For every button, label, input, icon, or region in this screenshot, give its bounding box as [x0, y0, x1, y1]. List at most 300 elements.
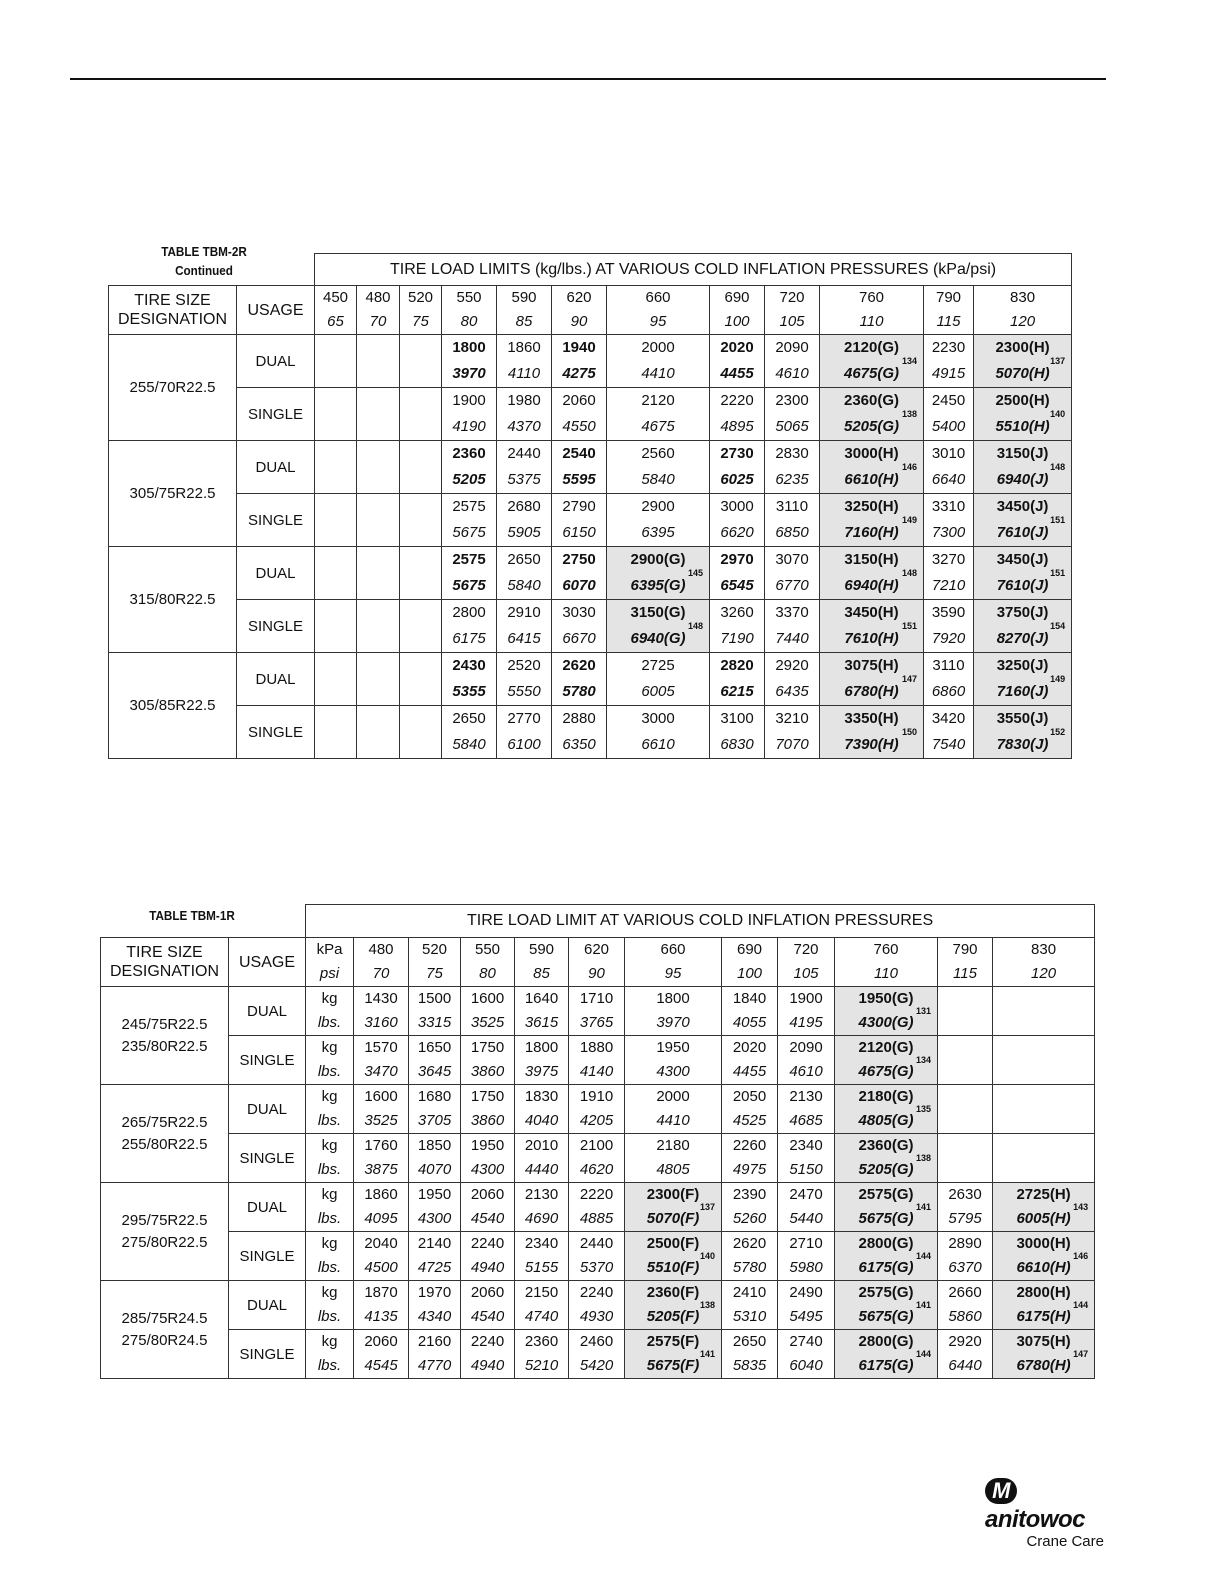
- lbs-value: 5400: [931, 418, 966, 435]
- load-cell: [400, 706, 442, 759]
- lbs-value: 5260: [732, 1210, 767, 1227]
- kpa-value: 480: [368, 941, 394, 958]
- load-cell-content: [722, 1232, 777, 1280]
- kg-value: 2390: [732, 1186, 767, 1203]
- load-cell-content: [409, 1281, 460, 1329]
- load-cell: [357, 600, 400, 653]
- load-cell-content: [515, 987, 568, 1035]
- pressure-header-480: [354, 938, 409, 987]
- lbs-label: lbs.: [317, 1308, 342, 1325]
- tire-size-cell: 315/80R22.5: [109, 547, 237, 653]
- kg-value: [400, 388, 441, 414]
- kg-value: 1500: [417, 990, 452, 1007]
- lbs-value: 3160: [364, 1014, 398, 1031]
- load-cell-content: [820, 441, 923, 493]
- load-cell-content: [461, 1183, 514, 1231]
- load-cell: [993, 1134, 1095, 1183]
- lbs-value: 3860: [470, 1112, 505, 1129]
- load-cell-content: [569, 1036, 624, 1084]
- kg-value: [400, 706, 441, 732]
- kg-value: 2010: [524, 1137, 559, 1154]
- load-cell: [461, 1134, 515, 1183]
- load-cell: [835, 1330, 938, 1379]
- load-cell-content: [820, 335, 923, 387]
- load-cell: [835, 1281, 938, 1330]
- psi-value: 90: [588, 965, 605, 982]
- load-cell: [722, 1183, 778, 1232]
- load-cell: [461, 987, 515, 1036]
- load-index: 149: [901, 515, 917, 525]
- load-cell: [400, 388, 442, 441]
- load-cell: [722, 1330, 778, 1379]
- load-cell: [569, 987, 625, 1036]
- lbs-value: 8270(J): [996, 630, 1049, 647]
- lbs-value: [357, 361, 399, 387]
- kg-value: [357, 335, 399, 361]
- load-cell: [625, 987, 722, 1036]
- kg-value: 3150(J): [996, 445, 1049, 462]
- kg-value: 2000: [656, 1088, 690, 1105]
- load-cell-content: [710, 494, 764, 546]
- kg-value: 3420: [931, 710, 966, 727]
- load-cell: [409, 1330, 461, 1379]
- lbs-value: [400, 467, 441, 493]
- lbs-value: 3970: [656, 1014, 690, 1031]
- load-cell: [710, 653, 765, 706]
- load-cell-content: [315, 441, 356, 493]
- load-cell: [442, 441, 497, 494]
- lbs-value: 3975: [524, 1063, 559, 1080]
- lbs-value: 7160(H): [844, 524, 899, 541]
- load-cell-content: [607, 600, 709, 652]
- kg-value: 2740: [789, 1333, 823, 1350]
- header-rule: [70, 78, 1106, 80]
- pressure-header-450: [315, 286, 357, 335]
- table-tbm-2r: [108, 253, 1072, 759]
- tire-size-cell: 305/75R22.5: [109, 441, 237, 547]
- load-cell-content: [924, 388, 973, 440]
- load-cell: [974, 388, 1072, 441]
- kg-value: [357, 441, 399, 467]
- table-row: [109, 441, 1072, 494]
- load-cell: [442, 653, 497, 706]
- lbs-value: [357, 467, 399, 493]
- load-cell-content: [835, 1134, 937, 1182]
- lbs-value: 4550: [562, 418, 596, 435]
- load-cell-content: [938, 1330, 992, 1378]
- lbs-value: 6175(G): [858, 1259, 914, 1276]
- lbs-value: 5440: [789, 1210, 823, 1227]
- load-cell-content: [722, 1183, 777, 1231]
- lbs-value: 5840: [507, 577, 541, 594]
- tire-size-cell: [101, 1281, 229, 1379]
- table-tbm-1r: [100, 904, 1095, 1379]
- lbs-value: 7830(J): [996, 736, 1049, 753]
- load-cell-content: [625, 1183, 721, 1231]
- lbs-label: lbs.: [317, 1112, 342, 1129]
- lbs-value: 6620: [720, 524, 754, 541]
- kpa-label: kPa: [316, 941, 343, 958]
- load-cell: [354, 987, 409, 1036]
- lbs-value: 5510(H): [995, 418, 1050, 435]
- kg-value: 2240: [579, 1284, 614, 1301]
- load-cell: [409, 1036, 461, 1085]
- kg-value: 2575: [452, 551, 486, 568]
- load-cell-content: [400, 706, 441, 758]
- load-cell: [409, 1281, 461, 1330]
- lbs-value: 5510(F): [646, 1259, 700, 1276]
- load-cell-content: [778, 1085, 834, 1133]
- load-cell: [820, 388, 924, 441]
- load-cell-content: [974, 547, 1071, 599]
- kg-value: 3370: [775, 604, 809, 621]
- load-cell: [835, 1232, 938, 1281]
- lbs-value: 4095: [364, 1210, 398, 1227]
- load-cell: [569, 1036, 625, 1085]
- load-cell-content: [569, 987, 624, 1035]
- load-cell-content: [924, 600, 973, 652]
- load-cell: [938, 1281, 993, 1330]
- load-cell-content: [515, 1085, 568, 1133]
- lbs-value: 5065: [775, 418, 809, 435]
- lbs-value: 7540: [931, 736, 966, 753]
- lbs-value: [993, 1011, 1094, 1035]
- kg-value: [938, 1036, 992, 1060]
- load-cell-content: [552, 653, 606, 705]
- kg-value: 1840: [732, 990, 767, 1007]
- load-cell-content: [938, 1134, 992, 1182]
- kpa-value: 720: [793, 941, 819, 958]
- tire-size-cell: [101, 1183, 229, 1281]
- load-cell: [974, 600, 1072, 653]
- kg-value: 2660: [948, 1284, 982, 1301]
- kg-value: 2020: [720, 339, 754, 356]
- lbs-value: 4110: [507, 365, 541, 382]
- lbs-value: 4620: [579, 1161, 614, 1178]
- load-cell: [515, 987, 569, 1036]
- lbs-value: 5155: [524, 1259, 559, 1276]
- load-cell: [569, 1330, 625, 1379]
- table-row: [101, 1036, 1095, 1085]
- logo-brand-text: anitowoc: [985, 1506, 1086, 1533]
- load-index: 147: [1073, 1349, 1089, 1359]
- load-cell-content: [497, 494, 551, 546]
- load-cell: [552, 388, 607, 441]
- tire-size-header: TIRE SIZE DESIGNATION: [109, 286, 237, 335]
- load-cell-content: [569, 1085, 624, 1133]
- kg-value: 2130: [789, 1088, 823, 1105]
- load-cell: [607, 388, 710, 441]
- load-cell-content: [710, 335, 764, 387]
- kg-value: 1970: [417, 1284, 452, 1301]
- kg-value: 1860: [364, 1186, 398, 1203]
- load-cell: [924, 388, 974, 441]
- lbs-value: 3470: [364, 1063, 398, 1080]
- load-index: 138: [915, 1153, 931, 1163]
- load-cell: [938, 1232, 993, 1281]
- load-cell-content: [710, 653, 764, 705]
- lbs-value: 6235: [775, 471, 809, 488]
- kg-value: 2180(G): [858, 1088, 914, 1105]
- load-cell: [722, 1232, 778, 1281]
- load-index: 144: [915, 1349, 931, 1359]
- lbs-value: 6215: [720, 683, 754, 700]
- load-cell-content: [835, 1036, 937, 1084]
- load-cell-content: [461, 1036, 514, 1084]
- load-cell-content: [722, 1134, 777, 1182]
- load-cell-content: [354, 1232, 408, 1280]
- psi-value: 95: [664, 965, 682, 982]
- table-row: [101, 1134, 1095, 1183]
- kg-value: 2800(G): [858, 1333, 914, 1350]
- kg-value: 2620: [562, 657, 596, 674]
- pressure-header-760: [820, 286, 924, 335]
- kg-value: 3000: [641, 710, 675, 727]
- kg-value: 2060: [562, 392, 596, 409]
- load-cell: [765, 388, 820, 441]
- lbs-value: 4410: [656, 1112, 690, 1129]
- lbs-value: [993, 1158, 1094, 1182]
- lbs-value: 5675(F): [646, 1357, 700, 1374]
- load-cell: [515, 1281, 569, 1330]
- lbs-value: 7440: [775, 630, 809, 647]
- load-index: 138: [901, 409, 917, 419]
- kg-value: 2910: [507, 604, 541, 621]
- lbs-value: [400, 361, 441, 387]
- kg-value: 1860: [507, 339, 541, 356]
- psi-value: 85: [515, 313, 533, 330]
- load-cell: [461, 1085, 515, 1134]
- load-cell-content: [993, 1134, 1094, 1182]
- kg-value: 2900(G): [630, 551, 686, 568]
- kg-value: 2820: [720, 657, 754, 674]
- kg-value: 1600: [364, 1088, 398, 1105]
- load-index: 152: [1050, 727, 1066, 737]
- usage-header: USAGE: [229, 938, 306, 987]
- load-cell: [552, 600, 607, 653]
- lbs-value: 4525: [732, 1112, 767, 1129]
- load-index: 141: [699, 1349, 715, 1359]
- load-index: 144: [915, 1251, 931, 1261]
- load-cell: [974, 653, 1072, 706]
- kg-value: 1880: [579, 1039, 614, 1056]
- lbs-value: 7920: [931, 630, 966, 647]
- kg-value: 2750: [562, 551, 596, 568]
- load-cell-content: [497, 653, 551, 705]
- load-cell-content: [625, 1134, 721, 1182]
- load-index: 146: [1073, 1251, 1089, 1261]
- load-cell: [820, 441, 924, 494]
- load-cell-content: [607, 706, 709, 758]
- load-cell: [625, 1232, 722, 1281]
- load-cell-content: [820, 600, 923, 652]
- lbs-value: 4725: [417, 1259, 452, 1276]
- usage-cell: DUAL: [229, 1281, 306, 1330]
- kg-label: kg: [321, 990, 338, 1007]
- kg-value: 2730: [720, 445, 754, 462]
- pressure-header-590: [515, 938, 569, 987]
- load-cell: [710, 494, 765, 547]
- lbs-value: 5675(G): [858, 1308, 914, 1325]
- unit-cell: [306, 1134, 354, 1183]
- load-cell-content: [315, 547, 356, 599]
- lbs-value: 4040: [524, 1112, 559, 1129]
- kg-value: 2100: [579, 1137, 614, 1154]
- load-cell: [400, 494, 442, 547]
- lbs-value: 4135: [364, 1308, 398, 1325]
- lbs-value: 5675: [452, 577, 486, 594]
- lbs-value: 7610(J): [996, 577, 1049, 594]
- pressure-header-620: [569, 938, 625, 987]
- kpa-value: 480: [365, 289, 391, 306]
- pressure-header-520: [400, 286, 442, 335]
- kg-value: 3000(H): [844, 445, 899, 462]
- kg-value: [993, 987, 1094, 1011]
- kg-value: [400, 441, 441, 467]
- kg-value: 3250(J): [996, 657, 1049, 674]
- load-cell-content: [835, 1281, 937, 1329]
- load-cell-content: [552, 494, 606, 546]
- load-cell-content: [765, 335, 819, 387]
- kg-value: 2575(F): [646, 1333, 700, 1350]
- kpa-value: 790: [952, 941, 978, 958]
- load-cell-content: [357, 706, 399, 758]
- kg-value: 1870: [364, 1284, 398, 1301]
- tire-size-header: TIRE SIZE DESIGNATION: [101, 938, 229, 987]
- lbs-value: 4055: [732, 1014, 767, 1031]
- table-row: [109, 547, 1072, 600]
- load-cell-content: [552, 547, 606, 599]
- lbs-value: [357, 732, 399, 758]
- load-cell-content: [778, 1330, 834, 1378]
- pressure-header-690: [710, 286, 765, 335]
- load-index: 137: [1050, 356, 1066, 366]
- kg-value: [938, 1134, 992, 1158]
- kpa-value: 450: [322, 289, 349, 306]
- tire-size-value: 285/75R24.5: [121, 1309, 208, 1327]
- psi-value: 120: [1010, 313, 1036, 330]
- kg-value: [400, 547, 441, 573]
- kg-value: 2150: [524, 1284, 559, 1301]
- tire-size-cell: 305/85R22.5: [109, 653, 237, 759]
- lbs-value: 4370: [507, 418, 541, 435]
- kg-value: 1640: [524, 990, 559, 1007]
- load-index: 144: [1073, 1300, 1089, 1310]
- load-cell: [315, 706, 357, 759]
- lbs-value: 5780: [562, 683, 596, 700]
- load-cell-content: [461, 1330, 514, 1378]
- load-cell-content: [354, 1330, 408, 1378]
- kg-value: 2120(G): [843, 339, 900, 356]
- kg-value: 2540: [562, 445, 596, 462]
- load-cell-content: [765, 653, 819, 705]
- psi-value: 90: [570, 313, 588, 330]
- load-cell: [569, 1183, 625, 1232]
- lbs-value: 6395: [641, 524, 675, 541]
- load-cell-content: [461, 987, 514, 1035]
- load-cell: [461, 1183, 515, 1232]
- load-cell: [515, 1134, 569, 1183]
- load-cell: [357, 494, 400, 547]
- load-cell-content: [400, 600, 441, 652]
- lbs-value: 3705: [417, 1112, 452, 1129]
- load-index: 149: [1050, 674, 1066, 684]
- kpa-value: 620: [583, 941, 610, 958]
- usage-header: USAGE: [237, 286, 315, 335]
- usage-cell: DUAL: [237, 547, 315, 600]
- kg-value: 1910: [579, 1088, 614, 1105]
- kg-value: [400, 653, 441, 679]
- kg-value: 2710: [789, 1235, 823, 1252]
- lbs-value: 5835: [732, 1357, 767, 1374]
- load-cell-content: [974, 706, 1071, 758]
- kg-value: 2575(G): [858, 1284, 914, 1301]
- psi-value: 95: [649, 313, 667, 330]
- load-cell-content: [974, 600, 1071, 652]
- load-cell: [552, 494, 607, 547]
- load-cell-content: [765, 547, 819, 599]
- load-index: 141: [915, 1202, 931, 1212]
- load-cell: [315, 388, 357, 441]
- load-cell-content: [515, 1281, 568, 1329]
- kg-value: 3010: [931, 445, 966, 462]
- lbs-value: 3525: [470, 1014, 505, 1031]
- psi-value: 70: [372, 965, 390, 982]
- load-cell-content: [625, 1036, 721, 1084]
- load-cell-content: [607, 653, 709, 705]
- load-cell-content: [993, 1232, 1094, 1280]
- load-cell: [778, 1281, 835, 1330]
- kg-value: 2575(G): [858, 1186, 914, 1203]
- kg-value: 2260: [732, 1137, 767, 1154]
- load-cell: [993, 1330, 1095, 1379]
- kg-value: 1600: [470, 990, 505, 1007]
- lbs-value: 6435: [775, 683, 809, 700]
- load-cell: [515, 1330, 569, 1379]
- load-cell: [409, 1232, 461, 1281]
- logo-brand: [985, 1478, 1110, 1534]
- unit-header-cell: [306, 938, 354, 987]
- kg-value: 3450(H): [844, 604, 899, 621]
- caption-title: TABLE TBM-2R: [161, 244, 247, 259]
- load-cell: [409, 1085, 461, 1134]
- load-cell: [357, 441, 400, 494]
- kpa-value: 790: [935, 289, 962, 306]
- lbs-value: 4895: [720, 418, 754, 435]
- kg-value: 1750: [470, 1088, 505, 1105]
- pressure-header-720: [765, 286, 820, 335]
- load-cell: [315, 600, 357, 653]
- load-cell-content: [625, 1330, 721, 1378]
- lbs-value: 6415: [507, 630, 541, 647]
- kpa-value: 590: [511, 289, 537, 306]
- load-cell-content: [722, 1036, 777, 1084]
- load-cell-content: [552, 441, 606, 493]
- load-cell-content: [722, 987, 777, 1035]
- load-cell: [722, 1036, 778, 1085]
- kg-value: 2040: [364, 1235, 398, 1252]
- kg-value: 1950(G): [858, 990, 914, 1007]
- unit-cell: [306, 1281, 354, 1330]
- kg-value: 3150(H): [844, 551, 899, 568]
- psi-value: 85: [533, 965, 550, 982]
- load-cell-content: [607, 335, 709, 387]
- kg-value: 2120(G): [858, 1039, 914, 1056]
- load-index: 147: [901, 674, 917, 684]
- load-cell: [765, 494, 820, 547]
- kg-label: kg: [321, 1284, 338, 1301]
- table-row: [101, 1281, 1095, 1330]
